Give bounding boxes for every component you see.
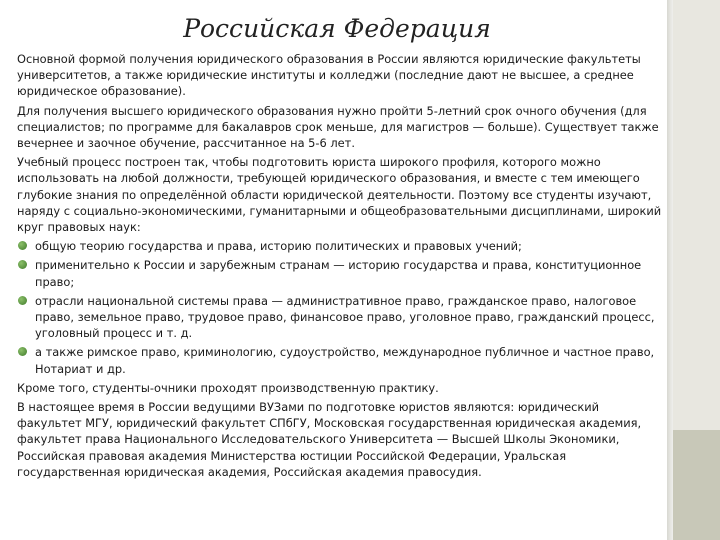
green-circle-bullet-icon bbox=[18, 241, 27, 250]
green-circle-bullet-icon bbox=[18, 347, 27, 356]
paragraph-intro: Основной формой получения юридического образования в России являются юридические факультеты университетов, а также юридические институты и колледжи (последние дают не высшее, а среднее юридическое образование). bbox=[17, 52, 641, 99]
green-circle-bullet-icon bbox=[18, 260, 27, 269]
paragraph-universities: В настоящее время в России ведущими ВУЗами по подготовке юристов являются: юридический факультет МГУ, юридический факультет СПбГУ, Московская государственная юридическая академия, факультет права Национального Исследовательского Университета — Высшей Школы Экономики, Российская правовая академия Министерства юстиции Российской Федерации, Уральская государственная юридическая академия, Российская академия правосудия. bbox=[17, 400, 642, 479]
list-item-text: отрасли национальной системы права — административное право, гражданское право, налоговое право, земельное право, трудовое право, финансовое право, уголовное право, гражданский процесс, уголовный процесс и т. д. bbox=[35, 293, 655, 341]
list-item-text: а также римское право, криминологию, судоустройство, международное публичное и частное право, Нотариат и др. bbox=[35, 345, 655, 376]
list-item bbox=[17, 293, 665, 342]
side-bar-lower-block bbox=[673, 430, 720, 540]
decorative-side-bar bbox=[673, 0, 720, 540]
green-circle-bullet-icon bbox=[18, 296, 27, 305]
list-item-text: общую теорию государства и права, историю политических и правовых учений; bbox=[35, 239, 522, 254]
list-item-text: применительно к России и зарубежным странам — историю государства и права, конституционное право; bbox=[35, 258, 642, 289]
page-title: Российская Федерация bbox=[183, 14, 491, 43]
list-item bbox=[17, 238, 665, 254]
list-item bbox=[17, 344, 665, 376]
paragraph-curriculum: Учебный процесс построен так, чтобы подготовить юриста широкого профиля, которого можно использовать на любой должности, требующей юридического образования, и вместе с тем имеющего глубокие знания по определённой области юридической деятельности. Поэтому все студенты изучают, наряду с социально-экономическими, гуманитарными и общеобразовательными дисциплинами, широкий круг правовых наук: bbox=[17, 155, 662, 235]
bullet-list bbox=[17, 238, 665, 377]
list-item bbox=[17, 257, 665, 289]
side-bar-upper-block bbox=[673, 0, 720, 430]
paragraph-practice: Кроме того, студенты-очники проходят производственную практику. bbox=[17, 380, 439, 395]
paragraph-duration: Для получения высшего юридического образования нужно пройти 5-летний срок очного обучения (для специалистов; по программе для бакалавров срок меньше, для магистров — больше). Существует также вечернее и заочное обучение, рассчитанное на 5-6 лет. bbox=[17, 103, 659, 151]
slide-body bbox=[17, 51, 665, 483]
